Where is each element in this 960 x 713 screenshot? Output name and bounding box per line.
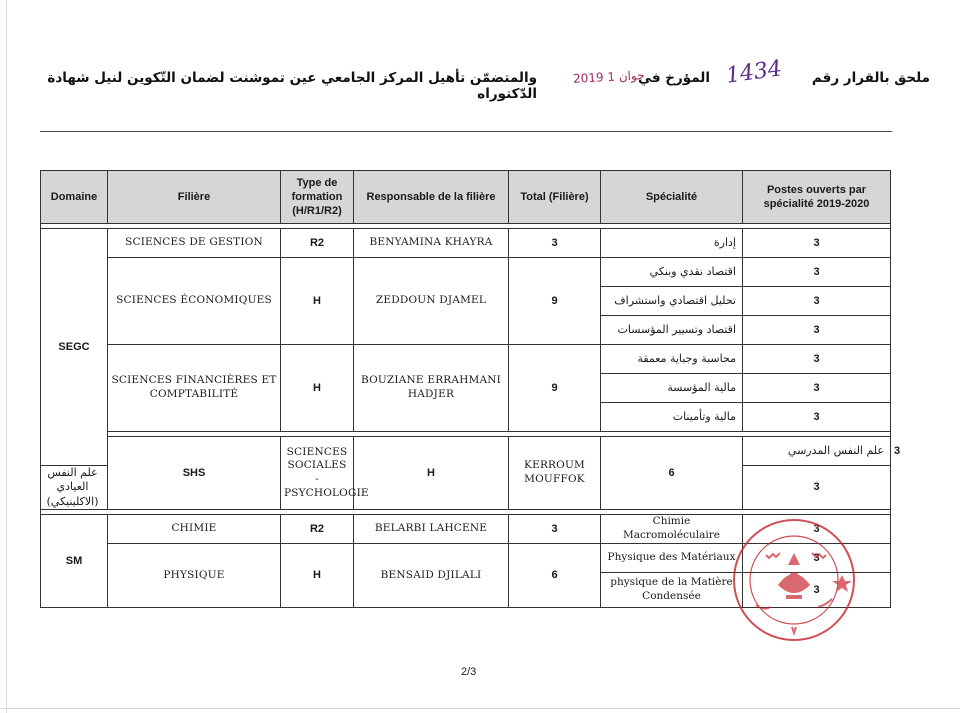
stamped-date: 2019 جوان 1: [573, 68, 646, 86]
specialite-cell: علم النفس المدرسي: [743, 437, 891, 466]
page-number: 2/3: [461, 666, 477, 678]
postes-cell: 3: [743, 229, 891, 258]
postes-cell: 3: [743, 514, 891, 543]
total-cell: 6: [601, 437, 743, 510]
responsable-cell: KERROUM MOUFFOK: [509, 437, 601, 510]
filiere-cell: SCIENCES FINANCIÈRES ET COMPTABILITÉ: [108, 345, 281, 432]
header-type: Type de formation (H/R1/R2): [281, 171, 354, 224]
header-text-part2: المؤرخ في: [638, 70, 710, 86]
responsable-cell: BENSAID DJILALI: [354, 543, 509, 607]
postes-cell: 3: [743, 543, 891, 572]
type-cell: R2: [281, 229, 354, 258]
specialite-cell: physique de la Matière Condensée: [601, 572, 743, 607]
table-row: [41, 345, 891, 374]
domain-cell: SM: [41, 514, 108, 607]
header-text-part1: ملحق بالقرار رقم: [811, 70, 930, 86]
header-domaine: Domaine: [41, 171, 108, 224]
table-row: SHS SCIENCES SOCIALES - PSYCHOLOGIE H KERROUM MOUFFOK 6 علم النفس المدرسي 3: [41, 437, 891, 466]
header-responsable: Responsable de la filière: [354, 171, 509, 224]
total-cell: 3: [509, 514, 601, 543]
total-cell: 9: [509, 345, 601, 432]
table-row: [41, 514, 891, 543]
postes-cell: 3: [743, 466, 891, 510]
responsable-cell: BOUZIANE ERRAHMANI HADJER: [354, 345, 509, 432]
filiere-cell: SCIENCES SOCIALES - PSYCHOLOGIE: [281, 437, 354, 510]
filiere-cell: PHYSIQUE: [108, 543, 281, 607]
specialite-cell: اقتصاد وتسيير المؤسسات: [601, 316, 743, 345]
handwritten-decision-number: 1434: [724, 56, 784, 89]
type-cell: H: [281, 345, 354, 432]
header-filiere: Filière: [108, 171, 281, 224]
type-cell: H: [281, 258, 354, 345]
specialite-cell: اقتصاد نقدي وبنكي: [601, 258, 743, 287]
doctorate-table: [40, 170, 901, 608]
postes-cell: 3: [743, 374, 891, 403]
table-row: [41, 229, 891, 258]
total-cell: 9: [509, 258, 601, 345]
total-cell: 6: [509, 543, 601, 607]
specialite-cell: محاسبة وجباية معمقة: [601, 345, 743, 374]
postes-cell: 3: [743, 258, 891, 287]
header-specialite: Spécialité: [601, 171, 743, 224]
responsable-cell: BENYAMINA KHAYRA: [354, 229, 509, 258]
header-rule: [40, 131, 892, 132]
type-cell: H: [281, 543, 354, 607]
specialite-cell: تحليل اقتصادي واستشراف: [601, 287, 743, 316]
specialite-cell: علم النفس العيادي (الاكلينيكي): [41, 466, 108, 510]
postes-cell: 3: [743, 287, 891, 316]
table-row: [41, 543, 891, 572]
header-total: Total (Filière): [509, 171, 601, 224]
header-postes: Postes ouverts par spécialité 2019-2020: [743, 171, 891, 224]
type-cell: H: [354, 437, 509, 510]
responsable-cell: BELARBI LAHCENE: [354, 514, 509, 543]
specialite-cell: Physique des Matériaux: [601, 543, 743, 572]
table-header-row: [41, 171, 891, 224]
specialite-cell: مالية المؤسسة: [601, 374, 743, 403]
total-cell: 3: [509, 229, 601, 258]
postes-cell: 3: [743, 345, 891, 374]
filiere-cell: SCIENCES ÉCONOMIQUES: [108, 258, 281, 345]
filiere-cell: SCIENCES DE GESTION: [108, 229, 281, 258]
page-edge-left: [6, 0, 7, 713]
domain-cell: SHS: [108, 437, 281, 510]
specialite-cell: مالية وتأمينات: [601, 403, 743, 432]
table-row: [41, 258, 891, 287]
postes-cell: 3: [743, 572, 891, 607]
header-text-part3: والمتضمّن تأهيل المركز الجامعي عين تموشنت لضمان التّكوين لنيل شهادة الدّكتوراه: [47, 70, 537, 102]
responsable-cell: ZEDDOUN DJAMEL: [354, 258, 509, 345]
filiere-cell: CHIMIE: [108, 514, 281, 543]
postes-cell: 3: [743, 403, 891, 432]
domain-cell: SEGC: [41, 229, 108, 466]
specialite-cell: إدارة: [601, 229, 743, 258]
document-header: [30, 56, 930, 102]
type-cell: R2: [281, 514, 354, 543]
postes-cell: 3: [743, 316, 891, 345]
page-edge-bottom: [0, 708, 960, 709]
specialite-cell: Chimie Macromoléculaire: [601, 514, 743, 543]
